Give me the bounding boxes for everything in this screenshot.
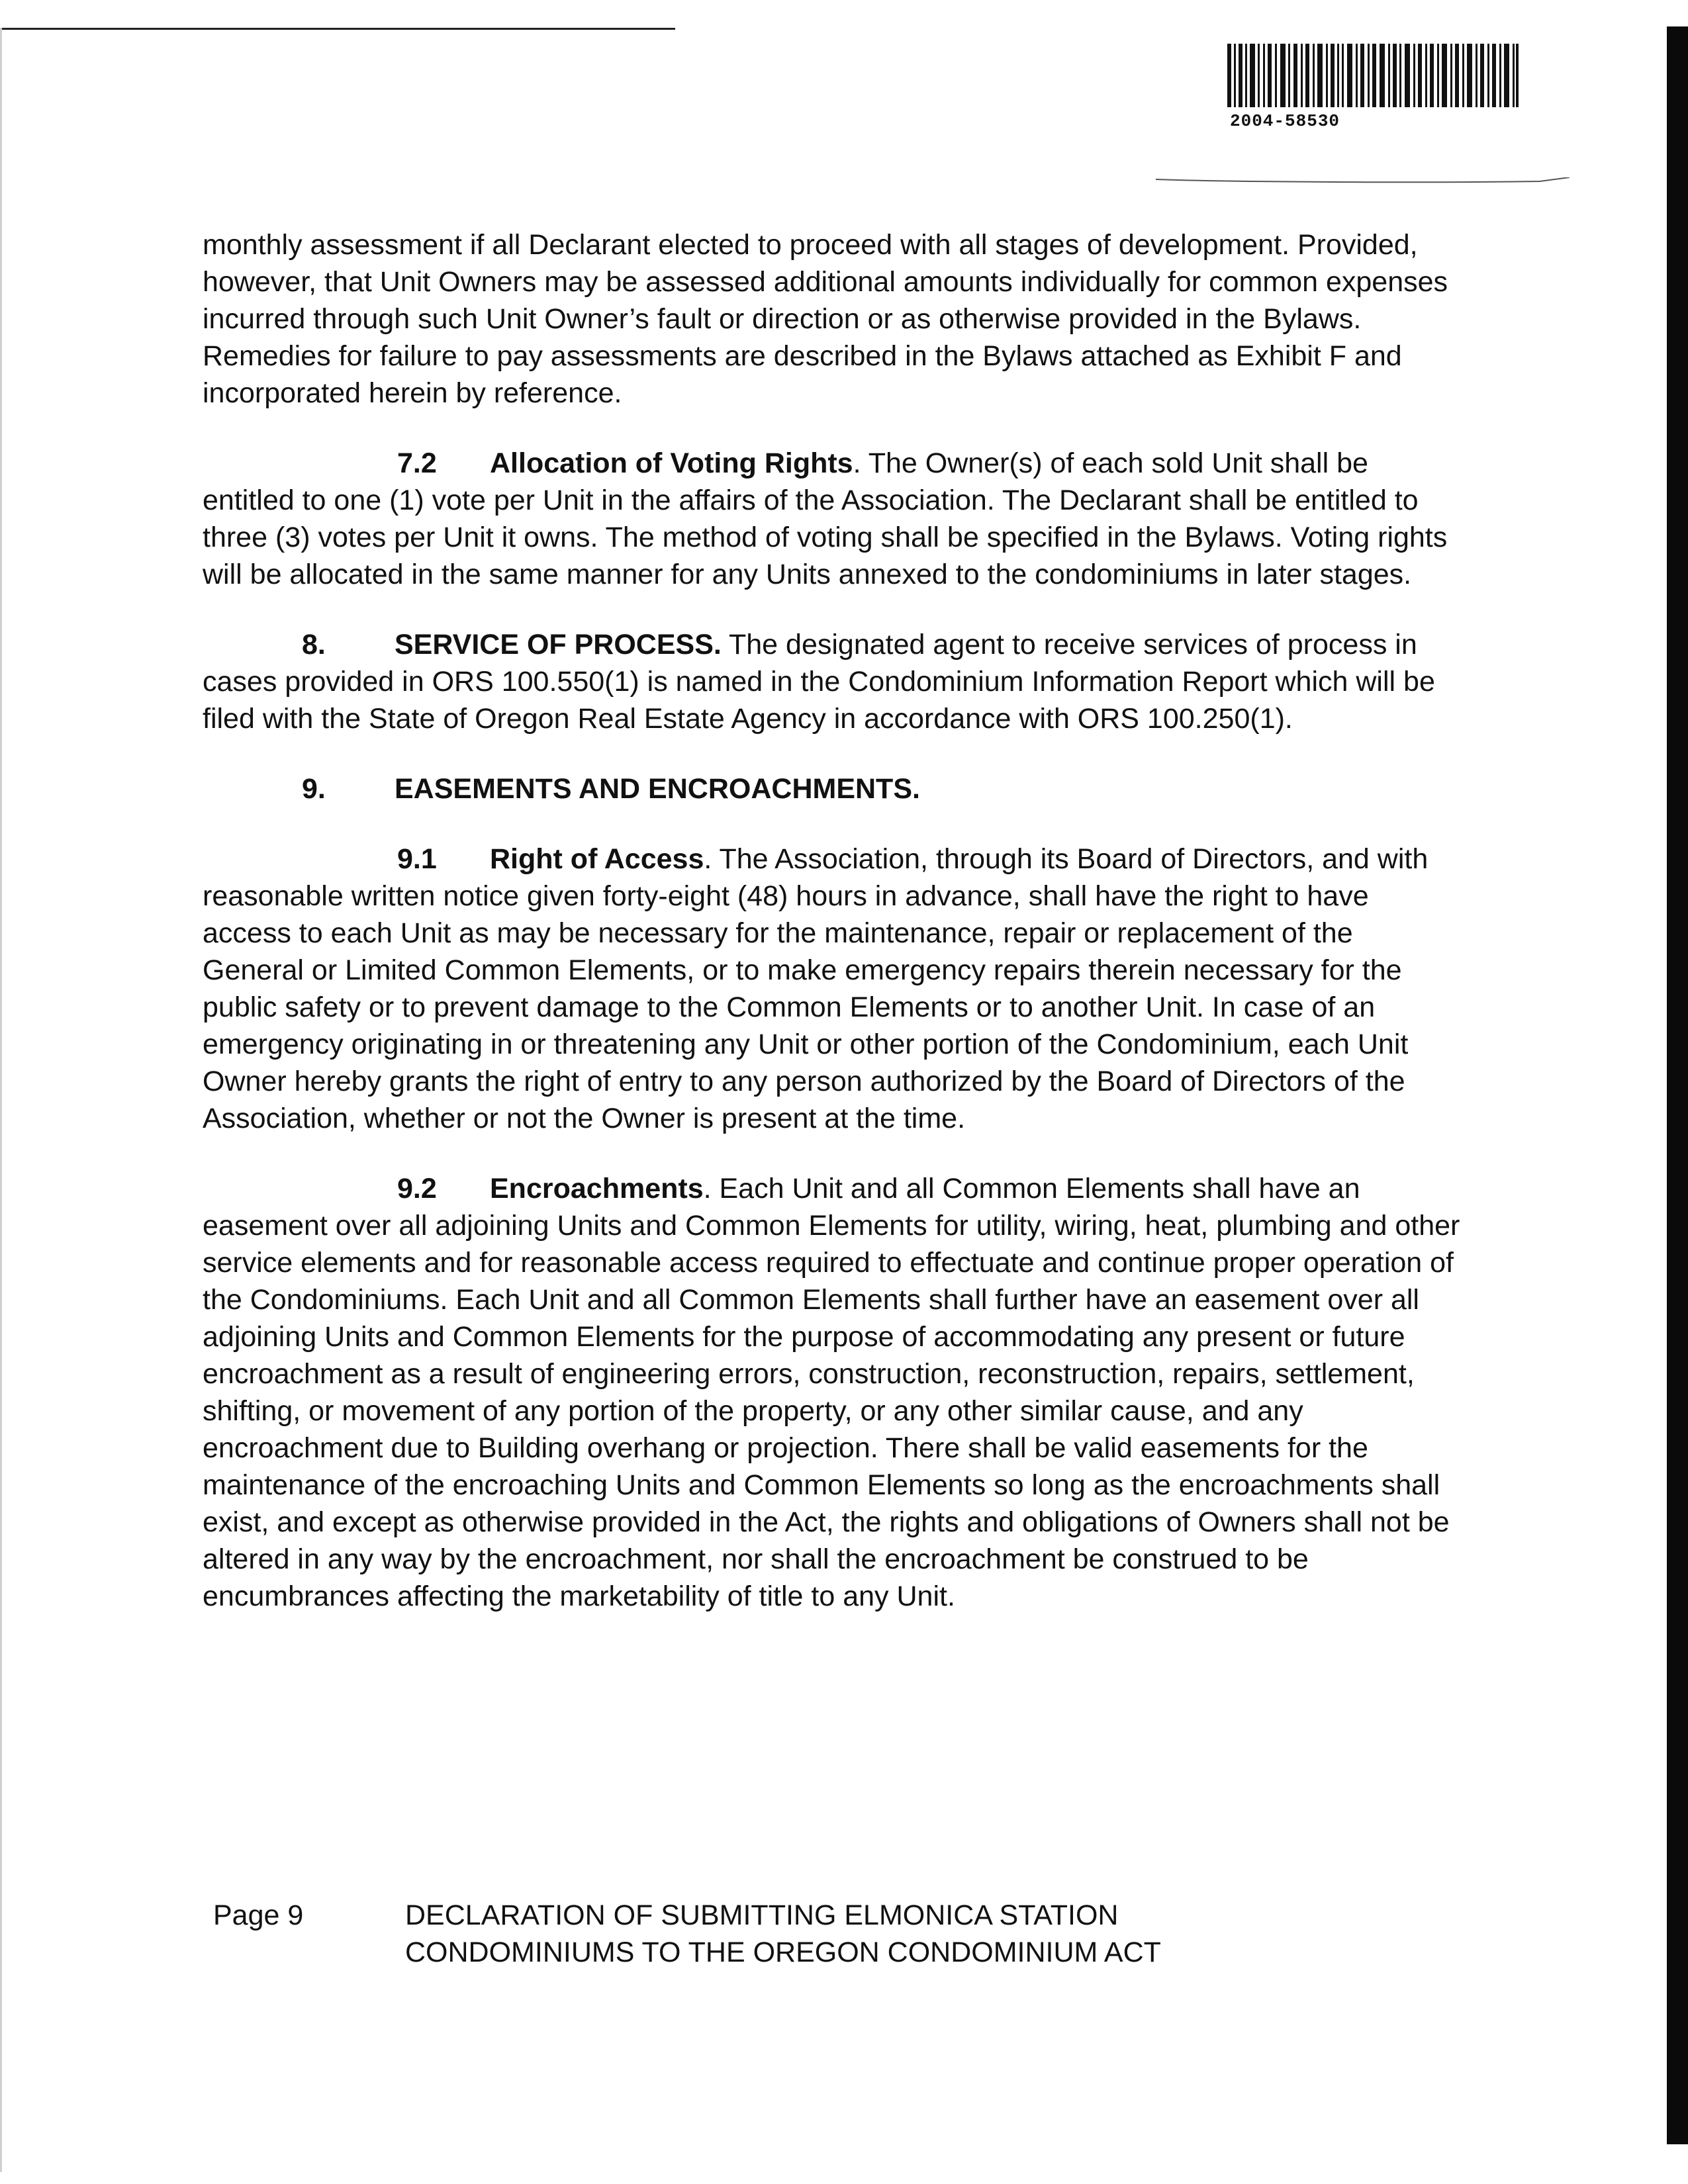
section-number: 7.2	[397, 447, 437, 479]
section-9-heading	[203, 770, 1460, 807]
scan-edge-left	[0, 28, 2, 2172]
scan-edge-right	[1667, 26, 1688, 2144]
section-number: 8.	[302, 629, 326, 660]
section-title: Allocation of Voting Rights	[490, 447, 853, 479]
document-body	[203, 226, 1460, 1648]
section-number: 9.	[302, 773, 326, 805]
recording-barcode-block	[1227, 44, 1519, 131]
section-title: SERVICE OF PROCESS.	[395, 629, 722, 660]
section-text: The designated agent to receive services of process in cases provided in ORS 100.550(1) is named in the Condominium Information Report which will be filed with the State of Oregon Real Estate Agency in accordance with ORS 100.250(1).	[203, 629, 1435, 735]
section-text: . Each Unit and all Common Elements shall have an easement over all adjoining Units and Common Elements for utility, wiring, heat, plumbing and other service elements and for reasonable access required to effectuate and continue proper operation of the Condominiums. Each Unit and all Common Elements shall further have an easement over all adjoining Units and Common Elements for the purpose of accommodating any present or future encroachment as a result of engineering errors, construction, reconstruction, repairs, settlement, shifting, or movement of any portion of the property, or any other similar cause, and any encroachment due to Building overhang or projection. There shall be valid easements for the maintenance of the encroaching Units and Common Elements so long as the encroachments shall exist, and except as otherwise provided in the Act, the rights and obligations of Owners shall not be altered in any way by the encroachment, nor shall the encroachment be construed to be encumbrances affecting the marketability of title to any Unit.	[203, 1173, 1460, 1612]
section-title: Right of Access	[490, 843, 704, 875]
section-7-2	[203, 445, 1460, 593]
scan-edge-top	[0, 28, 675, 30]
continuation-paragraph: monthly assessment if all Declarant elected to proceed with all stages of development. Provided, however, that Unit Owners may be assessed additional amounts individually for common expenses incurred through such Unit Owner’s fault or direction or as otherwise provided in the Bylaws. Remedies for failure to pay assessments are described in the Bylaws attached as Exhibit F and incorporated herein by reference.	[203, 229, 1448, 409]
page-number: Page 9	[213, 1899, 304, 1931]
section-9-1	[203, 841, 1460, 1137]
section-number: 9.1	[397, 843, 437, 875]
stamp-underline	[1156, 177, 1573, 185]
section-number: 9.2	[397, 1173, 437, 1205]
section-title: EASEMENTS AND ENCROACHMENTS.	[395, 773, 920, 805]
section-8	[203, 626, 1460, 737]
document-title-line-1: DECLARATION OF SUBMITTING ELMONICA STATION	[405, 1899, 1119, 1931]
barcode-icon	[1227, 44, 1519, 107]
section-9-2	[203, 1170, 1460, 1615]
section-text: . The Association, through its Board of Directors, and with reasonable written notice given forty-eight (48) hours in advance, shall have the right to have access to each Unit as may be necessary for the maintenance, repair or replacement of the General or Limited Common Elements, or to make emergency repairs therein necessary for the public safety or to prevent damage to the Common Elements or to another Unit. In case of an emergency originating in or threatening any Unit or other portion of the Condominium, each Unit Owner hereby grants the right of entry to any person authorized by the Board of Directors of the Association, whether or not the Owner is present at the time.	[203, 843, 1429, 1134]
page-footer	[213, 1897, 1161, 1971]
document-title	[405, 1897, 1161, 1971]
section-text: . The Owner(s) of each sold Unit shall be entitled to one (1) vote per Unit in the affairs of the Association. The Declarant shall be entitled to three (3) votes per Unit it owns. The method of voting shall be specified in the Bylaws. Voting rights will be allocated in the same manner for any Units annexed to the condominiums in later stages.	[203, 447, 1448, 590]
recording-number: 2004-58530	[1230, 111, 1340, 131]
document-title-line-2: CONDOMINIUMS TO THE OREGON CONDOMINIUM ACT	[405, 1936, 1161, 1968]
section-title: Encroachments	[490, 1173, 704, 1205]
